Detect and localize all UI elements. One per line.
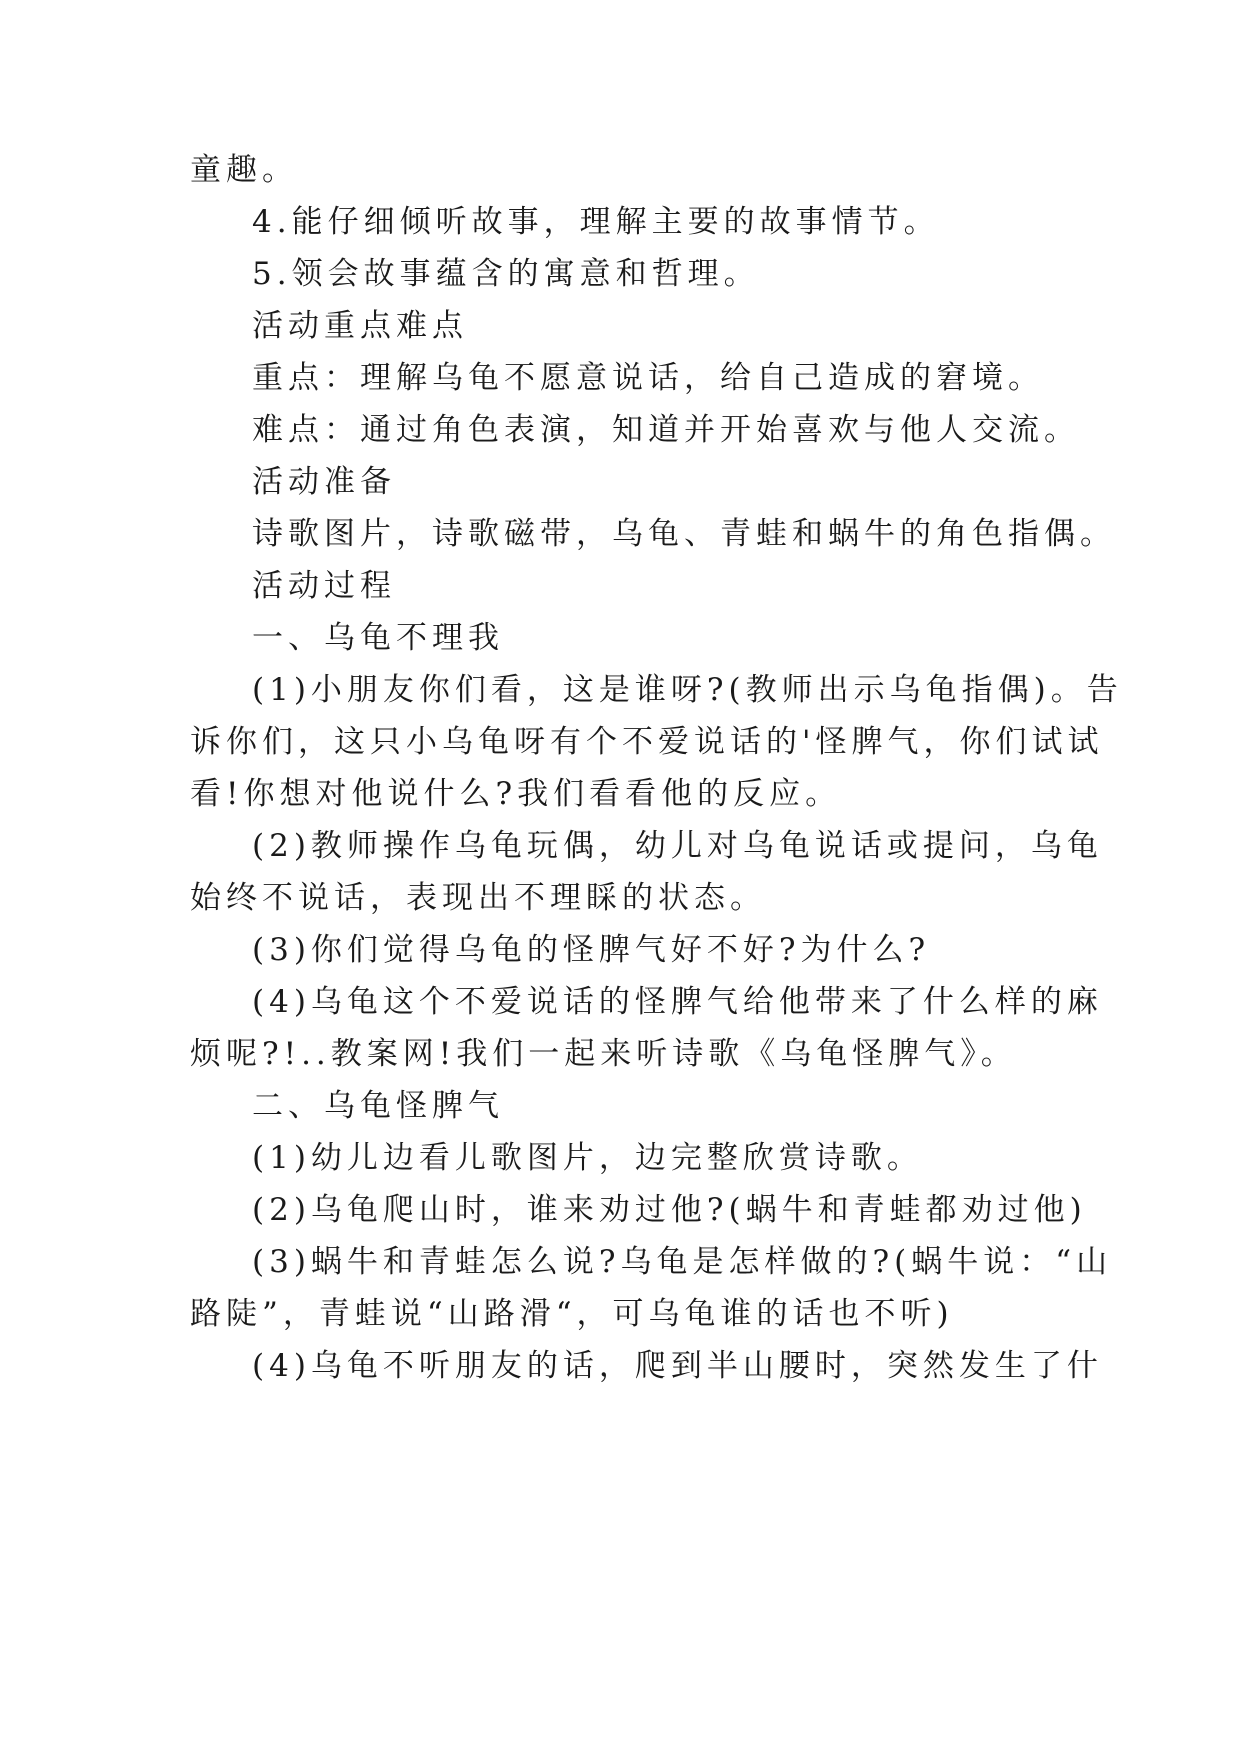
section-heading: 活动过程 bbox=[252, 568, 396, 604]
text-line: (1)幼儿边看儿歌图片，边完整欣赏诗歌。 bbox=[252, 1140, 923, 1176]
text-line: (4)乌龟这个不爱说话的怪脾气给他带来了什么样的麻 bbox=[252, 984, 1103, 1020]
section-heading: 活动重点难点 bbox=[252, 308, 468, 344]
text-line: (2)乌龟爬山时，谁来劝过他?(蜗牛和青蛙都劝过他) bbox=[252, 1192, 1087, 1228]
text-line: 看!你想对他说什么?我们看看他的反应。 bbox=[190, 776, 842, 812]
text-line: 始终不说话，表现出不理睬的状态。 bbox=[190, 880, 766, 916]
text-line: (4)乌龟不听朋友的话，爬到半山腰时，突然发生了什 bbox=[252, 1348, 1103, 1384]
text-line: 5.领会故事蕴含的寓意和哲理。 bbox=[252, 256, 760, 292]
text-line: 童趣。 bbox=[190, 152, 298, 188]
text-line: (3)你们觉得乌龟的怪脾气好不好?为什么? bbox=[252, 932, 931, 968]
text-line: 路陡”，青蛙说“山路滑“，可乌龟谁的话也不听) bbox=[190, 1296, 954, 1332]
text-line: 重点：理解乌龟不愿意说话，给自己造成的窘境。 bbox=[252, 360, 1044, 396]
text-line: 烦呢?!..教案网!我们一起来听诗歌《乌龟怪脾气》。 bbox=[190, 1036, 1017, 1072]
text-line: 诗歌图片，诗歌磁带，乌龟、青蛙和蜗牛的角色指偶。 bbox=[252, 516, 1116, 552]
subsection-heading: 二、乌龟怪脾气 bbox=[252, 1088, 504, 1124]
text-line: (2)教师操作乌龟玩偶，幼儿对乌龟说话或提问，乌龟 bbox=[252, 828, 1103, 864]
text-line: 4.能仔细倾听故事，理解主要的故事情节。 bbox=[252, 204, 940, 240]
subsection-heading: 一、乌龟不理我 bbox=[252, 620, 504, 656]
text-line: (1)小朋友你们看，这是谁呀?(教师出示乌龟指偶)。告 bbox=[252, 672, 1123, 708]
text-line: 诉你们，这只小乌龟呀有个不爱说话的'怪脾气，你们试试 bbox=[190, 724, 1104, 760]
text-line: (3)蜗牛和青蛙怎么说?乌龟是怎样做的?(蜗牛说：“山 bbox=[252, 1244, 1113, 1280]
section-heading: 活动准备 bbox=[252, 464, 396, 500]
text-line: 难点：通过角色表演，知道并开始喜欢与他人交流。 bbox=[252, 412, 1080, 448]
